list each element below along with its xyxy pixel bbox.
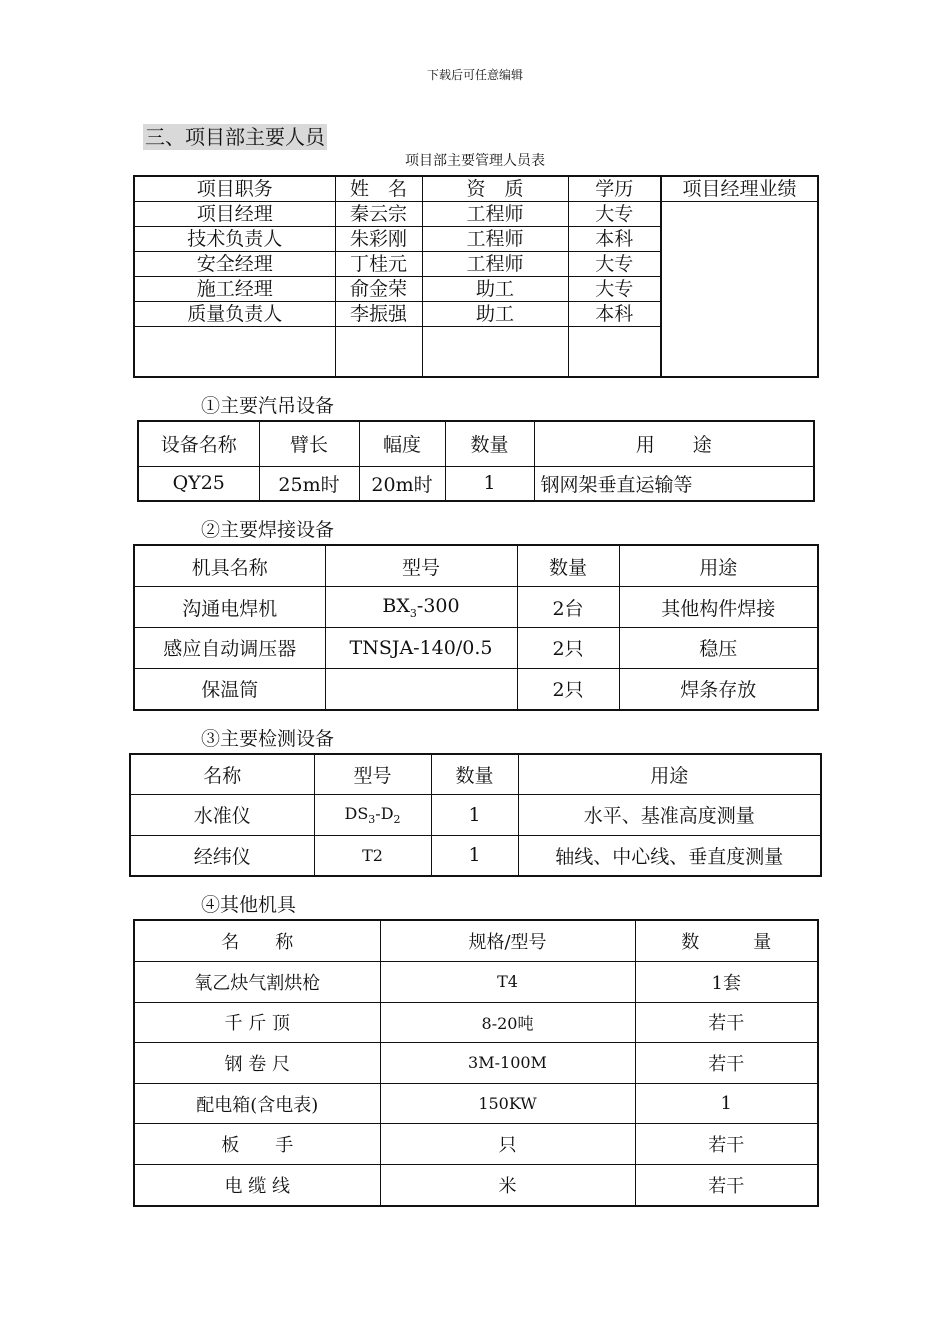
crane-section-title: ①主要汽吊设备 (201, 395, 335, 417)
performance-cell (661, 202, 818, 378)
header-cell: 臂长 (259, 421, 359, 466)
header-cell: 项目经理业绩 (661, 176, 818, 202)
cell: 大专 (568, 252, 661, 277)
cell: 2只 (517, 668, 619, 710)
cell (422, 327, 568, 378)
cell: 施工经理 (134, 277, 335, 302)
cell: 1 (431, 795, 518, 835)
other-section-title: ④其他机具 (201, 894, 297, 916)
header-cell: 用途 (518, 754, 821, 795)
cell: QY25 (138, 466, 259, 501)
cell: 经纬仪 (130, 835, 314, 876)
cell: 沟通电焊机 (134, 587, 325, 628)
inspection-table (129, 753, 822, 877)
cell: 米 (380, 1165, 635, 1206)
cell (335, 327, 422, 378)
cell: 电 缆 线 (134, 1165, 380, 1206)
header-cell: 型号 (314, 754, 431, 795)
cell: 若干 (635, 1165, 818, 1206)
cell: 2台 (517, 587, 619, 628)
cell: 150KW (380, 1083, 635, 1124)
table-row (134, 961, 818, 1002)
cell: 本科 (568, 302, 661, 327)
cell: 若干 (635, 1002, 818, 1043)
header-note: 下载后可任意编辑 (426, 68, 523, 82)
cell: 其他构件焊接 (619, 587, 818, 628)
table-row (130, 795, 821, 835)
header-cell: 数量 (445, 421, 534, 466)
section-title: 三、项目部主要人员 (145, 125, 325, 149)
header-cell: 型号 (325, 545, 517, 587)
cell: 保温筒 (134, 668, 325, 710)
welding-table (133, 544, 819, 711)
cell: TNSJA-140/0.5 (325, 627, 517, 668)
header-cell: 用 途 (534, 421, 814, 466)
cell: 工程师 (422, 252, 568, 277)
cell: 1套 (635, 961, 818, 1002)
header-cell: 名 称 (134, 920, 380, 961)
cell: 1 (431, 835, 518, 876)
cell: 1 (445, 466, 534, 501)
cell: T2 (314, 835, 431, 876)
cell: 工程师 (422, 202, 568, 227)
cell: 工程师 (422, 227, 568, 252)
header-cell: 数量 (517, 545, 619, 587)
welding-section-title: ②主要焊接设备 (201, 519, 335, 541)
cell: 板 手 (134, 1124, 380, 1165)
cell: 20m时 (359, 466, 445, 501)
table-row (134, 545, 818, 587)
cell: 李振强 (335, 302, 422, 327)
cell (568, 327, 661, 378)
cell: 本科 (568, 227, 661, 252)
table-row (134, 1083, 818, 1124)
cell: 氧乙炔气割烘枪 (134, 961, 380, 1002)
cell: 焊条存放 (619, 668, 818, 710)
inspection-section-title: ③主要检测设备 (201, 728, 335, 750)
header-cell: 机具名称 (134, 545, 325, 587)
cell: $DS_3-D_2$ (314, 795, 431, 835)
cell: 安全经理 (134, 252, 335, 277)
table-row (130, 754, 821, 795)
header-cell: 幅度 (359, 421, 445, 466)
cell: 钢网架垂直运输等 (534, 466, 814, 501)
cell: 丁桂元 (335, 252, 422, 277)
header-cell: 资 质 (422, 176, 568, 202)
table-row (138, 421, 814, 466)
cell: 若干 (635, 1124, 818, 1165)
cell: 水准仪 (130, 795, 314, 835)
staff-table-caption: 项目部主要管理人员表 (405, 153, 545, 169)
cell: 秦云宗 (335, 202, 422, 227)
cell (134, 327, 335, 378)
cell: 8-20吨 (380, 1002, 635, 1043)
cell: 若干 (635, 1043, 818, 1084)
table-row (134, 202, 818, 227)
cell: 配电箱(含电表) (134, 1083, 380, 1124)
table-row (134, 1165, 818, 1206)
cell: $BX_3-300$ (325, 587, 517, 628)
table-row (134, 176, 818, 202)
header-cell: 数量 (431, 754, 518, 795)
crane-table (137, 420, 815, 502)
cell: 2只 (517, 627, 619, 668)
cell: 25m时 (259, 466, 359, 501)
cell: 助工 (422, 302, 568, 327)
table-row (134, 1043, 818, 1084)
cell: 大专 (568, 202, 661, 227)
table-row (134, 587, 818, 628)
staff-table (133, 175, 819, 378)
other-tools-table (133, 919, 819, 1207)
header-cell: 学历 (568, 176, 661, 202)
cell: 水平、基准高度测量 (518, 795, 821, 835)
cell: 感应自动调压器 (134, 627, 325, 668)
table-row (134, 1124, 818, 1165)
cell: 只 (380, 1124, 635, 1165)
cell: 钢 卷 尺 (134, 1043, 380, 1084)
table-row (134, 668, 818, 710)
cell: 大专 (568, 277, 661, 302)
cell: 项目经理 (134, 202, 335, 227)
header-cell: 规格/型号 (380, 920, 635, 961)
cell: 助工 (422, 277, 568, 302)
cell: 技术负责人 (134, 227, 335, 252)
header-cell: 名称 (130, 754, 314, 795)
table-row (134, 920, 818, 961)
header-cell: 数 量 (635, 920, 818, 961)
cell: 朱彩刚 (335, 227, 422, 252)
cell: T4 (380, 961, 635, 1002)
header-cell: 设备名称 (138, 421, 259, 466)
cell: 稳压 (619, 627, 818, 668)
cell: 1 (635, 1083, 818, 1124)
table-row (130, 835, 821, 876)
cell: 俞金荣 (335, 277, 422, 302)
table-row (138, 466, 814, 501)
header-cell: 用途 (619, 545, 818, 587)
table-row (134, 1002, 818, 1043)
cell (325, 668, 517, 710)
cell: 质量负责人 (134, 302, 335, 327)
header-cell: 姓 名 (335, 176, 422, 202)
cell: 轴线、中心线、垂直度测量 (518, 835, 821, 876)
header-cell: 项目职务 (134, 176, 335, 202)
cell: 千 斤 顶 (134, 1002, 380, 1043)
table-row (134, 627, 818, 668)
cell: 3M-100M (380, 1043, 635, 1084)
